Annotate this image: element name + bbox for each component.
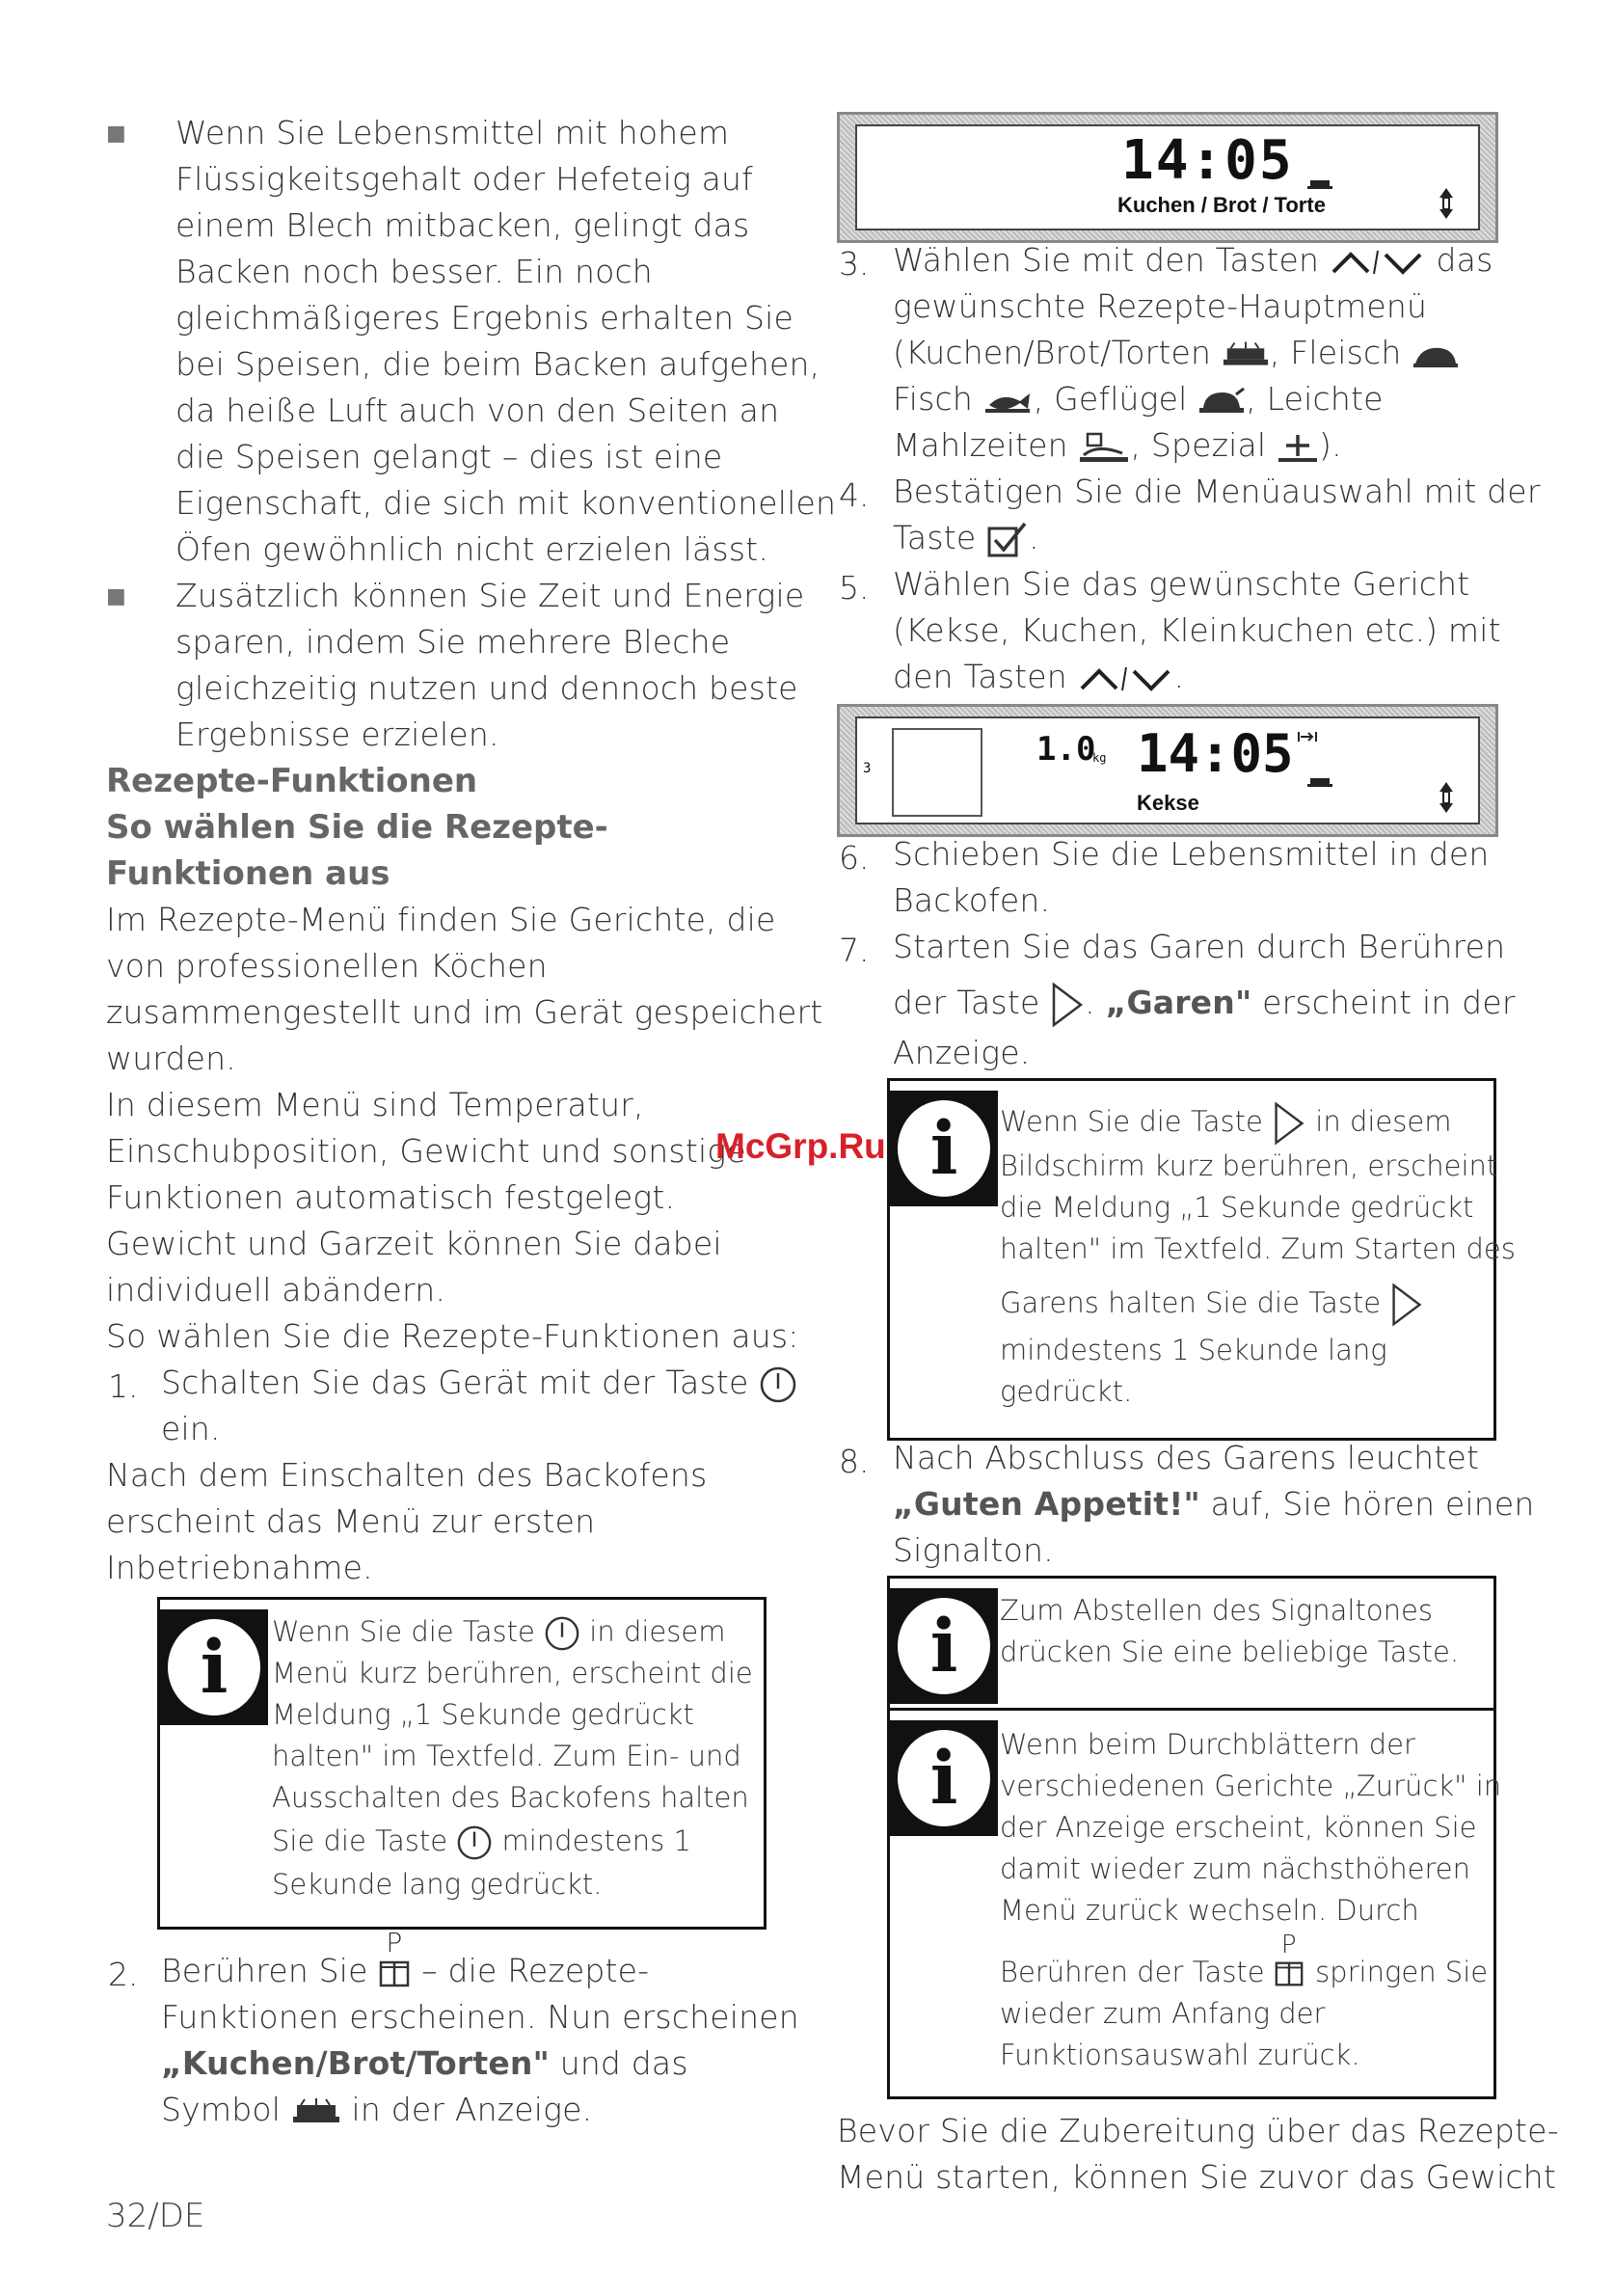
info4-text: Berühren der Taste — [1000, 1956, 1265, 1988]
info-box — [887, 1576, 1496, 1716]
step3-text: (Kuchen/Brot/Torten — [893, 334, 1212, 371]
step2-line — [161, 2087, 592, 2133]
para-line: Gewicht und Garzeit können Sie dabei — [106, 1225, 722, 1262]
para-line: wurden. — [106, 1040, 236, 1077]
step-number: 5. — [839, 569, 870, 607]
info2-line: Bildschirm kurz berühren, erscheint — [1000, 1149, 1498, 1182]
step6-line: Schieben Sie die Lebensmittel in den — [893, 835, 1490, 873]
start-play-icon — [1389, 1282, 1424, 1328]
display-time: 14:05 — [1121, 129, 1294, 192]
para-line: In diesem Menü sind Temperatur, — [106, 1086, 644, 1123]
info2-line: mindestens 1 Sekunde lang — [1000, 1334, 1387, 1366]
step-number: 3. — [839, 245, 870, 283]
bullet1-line: die Speisen gelangt – dies ist eine — [175, 438, 723, 475]
step4-line: Taste . — [893, 515, 1039, 561]
recipe-p-icon — [378, 1926, 411, 1992]
light-meal-icon — [1078, 430, 1130, 465]
para-line: von professionellen Köchen — [106, 947, 548, 985]
para-line: Bevor Sie die Zubereitung über das Rezepte- — [837, 2112, 1559, 2149]
info3-line: drücken Sie eine beliebige Taste. — [1000, 1635, 1460, 1668]
info1-line: Menü kurz berühren, erscheint die — [272, 1657, 753, 1689]
cake-icon — [291, 2097, 341, 2126]
info2-text: in diesem — [1315, 1105, 1452, 1138]
para-line: individuell abändern. — [106, 1271, 446, 1309]
watermark: McGrp.Ru — [715, 1126, 886, 1166]
step6-line: Backofen. — [893, 881, 1051, 919]
section-heading: Rezepte-Funktionen — [106, 762, 478, 800]
step5-line: Wählen Sie das gewünschte Gericht — [893, 565, 1470, 603]
bullet2-line: Ergebnisse erzielen. — [175, 716, 499, 753]
step3-text: , Fleisch — [1269, 334, 1402, 371]
p-letter: P — [386, 1926, 403, 1958]
info-box — [157, 1597, 767, 1930]
info4-line — [1000, 1931, 1489, 1993]
start-play-icon — [1050, 981, 1085, 1029]
power-icon — [456, 1824, 493, 1861]
page-number: 32/DE — [106, 2197, 205, 2235]
step2-text: Berühren Sie — [161, 1952, 368, 1989]
up-down-arrows-icon — [1078, 663, 1174, 694]
info-icon: i — [890, 1720, 998, 1836]
bullet2-line: Zusätzlich können Sie Zeit und Energie — [175, 577, 805, 614]
info-icon: i — [890, 1091, 998, 1206]
step3-text: , Leichte — [1246, 380, 1384, 418]
scroll-arrows-icon — [1436, 186, 1457, 221]
step4-text: Taste — [893, 519, 977, 556]
step3-text: das — [1436, 241, 1493, 279]
para-line: Einschubposition, Gewicht und sonstige — [106, 1132, 746, 1170]
poultry-icon — [1197, 387, 1246, 416]
info-icon: i — [160, 1609, 268, 1725]
display-preview-box — [892, 728, 982, 817]
step2-text: – die Rezepte- — [421, 1952, 650, 1989]
info1-text: mindestens 1 — [501, 1824, 691, 1857]
bullet-marker: ■ — [106, 122, 126, 146]
info1-line: Sekunde lang gedrückt. — [272, 1868, 603, 1901]
step3-line — [893, 330, 1460, 376]
fish-icon — [983, 388, 1034, 415]
step-number: 2. — [108, 1956, 139, 1993]
display-time: 14:05 — [1137, 723, 1294, 784]
power-icon — [759, 1365, 797, 1404]
step3-line — [893, 422, 1342, 469]
info2-line: die Meldung „1 Sekunde gedrückt — [1000, 1191, 1474, 1224]
step5-line: den Tasten . — [893, 658, 1185, 695]
cake-icon — [1306, 176, 1333, 190]
display-label: Kekse — [1137, 791, 1199, 815]
step3-line — [893, 237, 1493, 284]
info-box — [887, 1078, 1516, 1441]
step2-text: in der Anzeige. — [351, 2091, 593, 2128]
info2-line — [1000, 1100, 1451, 1147]
para-line: Funktionen automatisch festgelegt. — [106, 1178, 676, 1216]
step7-bold: „Garen" — [1105, 984, 1252, 1021]
info4-line: Wenn beim Durchblättern der — [1000, 1728, 1415, 1761]
subsection-heading: So wählen Sie die Rezepte- — [106, 808, 608, 847]
info1-text: Wenn Sie die Taste — [272, 1615, 535, 1648]
bullet1-line: Wenn Sie Lebensmittel mit hohem — [175, 114, 730, 151]
bullet1-line: einem Blech mitbacken, gelingt das — [175, 206, 750, 244]
info3-line: Zum Abstellen des Signaltones — [1000, 1594, 1433, 1627]
step1-line — [161, 1360, 797, 1406]
info-icon: i — [890, 1588, 998, 1704]
info1-text: in diesem — [589, 1615, 726, 1648]
step7-line: Starten Sie das Garen durch Berühren — [893, 928, 1506, 965]
start-play-icon — [1272, 1100, 1306, 1147]
info2-line: gedrückt. — [1000, 1375, 1133, 1408]
step5-line: (Kekse, Kuchen, Kleinkuchen etc.) mit — [893, 611, 1501, 649]
display-shelf: 3 — [863, 761, 872, 776]
special-icon — [1277, 431, 1319, 464]
step3-text: , Spezial — [1130, 426, 1267, 464]
step3-text: Mahlzeiten — [893, 426, 1068, 464]
info-box — [887, 1708, 1502, 2099]
step-number: 1. — [108, 1367, 139, 1405]
step-number: 4. — [839, 476, 870, 514]
step2-bold: „Kuchen/Brot/Torten" — [161, 2044, 550, 2082]
bullet2-line: gleichzeitig nutzen und dennoch beste — [175, 669, 798, 707]
step2-line — [161, 1926, 650, 1994]
info4-text: springen Sie — [1315, 1956, 1489, 1988]
info4-line: damit wieder zum nächsthöheren — [1000, 1852, 1470, 1885]
step1-line: ein. — [161, 1410, 221, 1447]
info4-line: verschiedenen Gerichte „Zurück" in — [1000, 1769, 1502, 1802]
power-icon — [544, 1615, 580, 1652]
para-line: Inbetriebnahme. — [106, 1549, 373, 1586]
oven-display — [837, 704, 1498, 837]
display-weight: 1.0 — [1036, 730, 1096, 769]
step4-line: Bestätigen Sie die Menüauswahl mit der — [893, 473, 1541, 510]
meat-icon — [1412, 340, 1460, 369]
info1-line — [272, 1821, 691, 1862]
step3-text: , Geflügel — [1033, 380, 1188, 418]
info1-text: Sie die Taste — [272, 1824, 448, 1857]
para-line: Im Rezepte-Menü finden Sie Gerichte, die — [106, 901, 776, 938]
bullet1-line: Eigenschaft, die sich mit konventionellen — [175, 484, 837, 522]
bullet1-line: Backen noch besser. Ein noch — [175, 253, 653, 290]
bullet2-line: sparen, indem Sie mehrere Bleche — [175, 623, 731, 661]
step8-line: Signalton. — [893, 1531, 1054, 1569]
para-line: Nach dem Einschalten des Backofens — [106, 1456, 708, 1494]
info1-line: Ausschalten des Backofens halten — [272, 1781, 749, 1814]
bullet1-line: bei Speisen, die beim Backen aufgehen, — [175, 345, 820, 383]
p-letter: P — [1280, 1931, 1297, 1959]
bullet-marker: ■ — [106, 584, 126, 608]
step-number: 7. — [839, 932, 870, 969]
bullet1-line: gleichmäßigeres Ergebnis erhalten Sie — [175, 299, 794, 337]
end-time-icon — [1297, 730, 1318, 743]
step3-text: Fisch — [893, 380, 974, 418]
info2-text: Wenn Sie die Taste — [1000, 1105, 1263, 1138]
step3-line — [893, 376, 1384, 422]
display-label: Kuchen / Brot / Torte — [1117, 193, 1326, 217]
info4-line: Menü zurück wechseln. Durch — [1000, 1894, 1419, 1927]
bullet1-line: Flüssigkeitsgehalt oder Hefeteig auf — [175, 160, 753, 198]
subsection-heading: Funktionen aus — [106, 854, 390, 893]
step7-line: der Taste . „Garen" erscheint in der — [893, 980, 1516, 1029]
para-line: erscheint das Menü zur ersten — [106, 1502, 596, 1540]
para-line: Menü starten, können Sie zuvor das Gewicht — [837, 2158, 1557, 2196]
step8-line: Nach Abschluss des Garens leuchtet — [893, 1439, 1480, 1476]
bullet1-line: da heiße Luft auch von den Seiten an — [175, 392, 780, 429]
info1-line: Meldung „1 Sekunde gedrückt — [272, 1698, 694, 1731]
info2-text: Garens halten Sie die Taste — [1000, 1286, 1382, 1319]
step-number: 6. — [839, 839, 870, 877]
recipe-p-icon — [1274, 1931, 1306, 1991]
para-line: So wählen Sie die Rezepte-Funktionen aus: — [106, 1317, 799, 1355]
step1-text: Schalten Sie das Gerät mit der Taste — [161, 1364, 749, 1401]
step7-line: Anzeige. — [893, 1034, 1031, 1071]
step2-text: und das — [559, 2044, 688, 2082]
bullet1-line: Öfen gewöhnlich nicht erzielen lässt. — [175, 530, 769, 568]
info2-line: halten" im Textfeld. Zum Starten des — [1000, 1232, 1516, 1265]
display-unit: kg — [1092, 751, 1107, 765]
confirm-check-icon — [986, 521, 1029, 559]
step3-line: gewünschte Rezepte-Hauptmenü — [893, 287, 1428, 325]
step8-text: auf, Sie hören einen — [1210, 1485, 1535, 1523]
info1-line: halten" im Textfeld. Zum Ein- und — [272, 1740, 741, 1772]
step8-bold: „Guten Appetit!" — [893, 1485, 1200, 1523]
info2-line — [1000, 1282, 1424, 1328]
up-down-arrows-icon — [1330, 247, 1426, 278]
para-line: zusammengestellt und im Gerät gespeichert — [106, 993, 823, 1031]
info1-line — [272, 1611, 725, 1653]
oven-display — [837, 112, 1498, 243]
step7-text: erscheint in der — [1262, 984, 1516, 1021]
info4-line: Funktionsauswahl zurück. — [1000, 2039, 1360, 2071]
info4-line: wieder zum Anfang der — [1000, 1997, 1326, 2030]
step2-text: Symbol — [161, 2091, 282, 2128]
cake-icon — [1306, 774, 1333, 788]
info4-line: der Anzeige erscheint, können Sie — [1000, 1811, 1477, 1844]
step2-line: Funktionen erscheinen. Nun erscheinen — [161, 1998, 799, 2036]
step3-text: ). — [1319, 426, 1342, 464]
step3-text: Wählen Sie mit den Tasten — [893, 241, 1320, 279]
scroll-arrows-icon — [1436, 780, 1457, 815]
step8-line — [893, 1481, 1535, 1527]
step2-line — [161, 2040, 688, 2087]
step7-text: der Taste — [893, 984, 1040, 1021]
step-number: 8. — [839, 1443, 870, 1480]
cake-icon — [1222, 340, 1270, 369]
step5-text: den Tasten — [893, 658, 1067, 695]
